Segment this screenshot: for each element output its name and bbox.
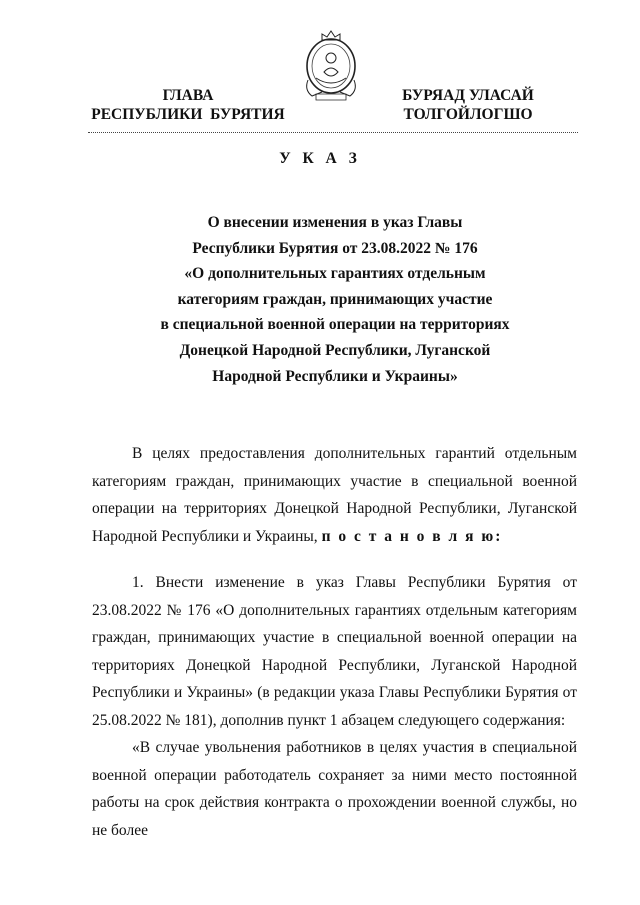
issuer-title-line1: ГЛАВА xyxy=(162,87,214,104)
issuer-title-buryat-line2: ТОЛГОЙЛОГШО xyxy=(403,106,533,123)
item-1-text: 1. Внести изменение в указ Главы Республики Бурятия от 23.08.2022 № 176 «О дополнительных гарантиях отдельным категориям граждан, принимающих участие в специальной военной операции на территориях Донецкой Народной Республики, Луганской Народной Республики и Украины» (в редакции указа Главы Республики Бурятия от 25.08.2022 № 181), дополнив пункт 1 абзацем следующего содержания: xyxy=(92,574,577,729)
document-type: У К А З xyxy=(279,150,361,167)
title-line: в специальной военной операции на территориях xyxy=(160,316,510,334)
issuer-title-buryat-line1: БУРЯАД УЛАСАЙ xyxy=(402,87,534,104)
issuer-header-buryat xyxy=(388,86,548,124)
title-line: «О дополнительных гарантиях отдельным xyxy=(184,265,486,283)
preamble-text: В целях предоставления дополнительных гарантий отдельным категориям граждан, принимающих участие в специальной военной операции на территориях Донецкой Народной Республики, Луганской Народной Республики и Украины, xyxy=(92,445,577,545)
document-title xyxy=(110,210,560,389)
title-line: Народной Республики и Украины» xyxy=(212,367,458,385)
quoted-amendment-paragraph xyxy=(92,734,577,844)
title-line: Донецкой Народной Республики, Луганской xyxy=(179,341,491,359)
preamble-paragraph xyxy=(92,440,577,550)
coat-of-arms-emblem-icon xyxy=(302,28,360,104)
decree-word: п о с т а н о в л я ю: xyxy=(321,527,503,545)
issuer-header-russian xyxy=(88,86,288,124)
issuer-title-line2: РЕСПУБЛИКИ БУРЯТИЯ xyxy=(91,106,285,123)
header-divider xyxy=(88,132,578,133)
quoted-amendment-text: «В случае увольнения работников в целях участия в специальной военной операции работодатель сохраняет за ними место постоянной работы на срок действия контракта о прохождении военной службы, но не более xyxy=(92,739,577,839)
title-line: категориям граждан, принимающих участие xyxy=(177,290,493,308)
title-line: Республики Бурятия от 23.08.2022 № 176 xyxy=(192,239,478,257)
item-1-paragraph xyxy=(92,569,577,735)
title-line: О внесении изменения в указ Главы xyxy=(207,214,463,231)
